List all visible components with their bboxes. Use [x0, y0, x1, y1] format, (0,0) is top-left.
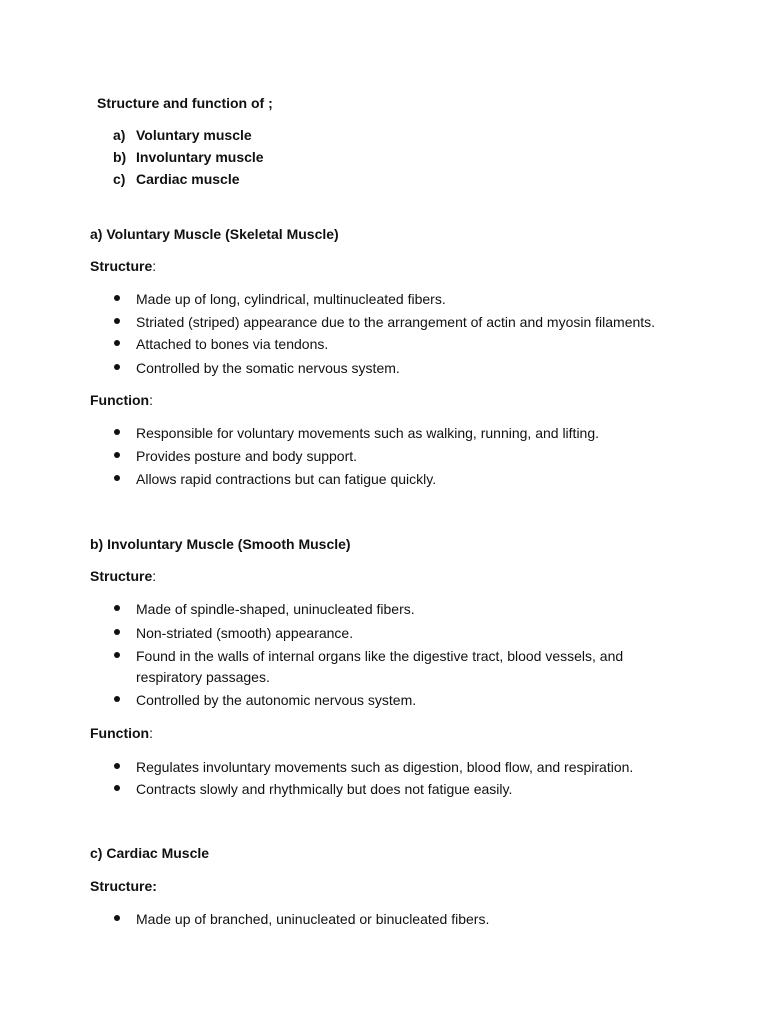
list-item: Contracts slowly and rhythmically but does not fatigue easily. — [136, 781, 513, 797]
bullet-icon — [114, 318, 120, 324]
section-title: c) Cardiac Muscle — [90, 845, 210, 861]
list-item: Regulates involuntary movements such as digestion, blood flow, and respiration. — [136, 759, 634, 775]
list-item: Made of spindle-shaped, uninucleated fibers. — [136, 601, 415, 617]
section-title: b) Involuntary Muscle (Smooth Muscle) — [90, 536, 351, 552]
bullet-icon — [114, 652, 120, 658]
bullet-icon — [114, 915, 120, 921]
bullet-icon — [114, 295, 120, 301]
toc-item: Voluntary muscle — [136, 127, 252, 143]
bullet-icon — [114, 475, 120, 481]
bullet-icon — [114, 340, 120, 346]
toc-marker: c) — [113, 171, 126, 187]
bullet-icon — [114, 629, 120, 635]
list-item: Made up of long, cylindrical, multinucleated fibers. — [136, 291, 446, 307]
bullet-icon — [114, 763, 120, 769]
bullet-icon — [114, 605, 120, 611]
structure-label: Structure: — [90, 258, 157, 274]
section-title: a) Voluntary Muscle (Skeletal Muscle) — [90, 226, 339, 242]
list-item: Responsible for voluntary movements such as walking, running, and lifting. — [136, 425, 600, 441]
toc-marker: b) — [113, 149, 127, 165]
list-item: Striated (striped) appearance due to the arrangement of actin and myosin filaments. — [136, 314, 656, 330]
list-item: Controlled by the somatic nervous system. — [136, 360, 400, 376]
bullet-icon — [114, 364, 120, 370]
list-item-line: respiratory passages. — [136, 669, 270, 685]
list-item: Controlled by the autonomic nervous system. — [136, 692, 417, 708]
bullet-icon — [114, 452, 120, 458]
list-item-line: Found in the walls of internal organs like the digestive tract, blood vessels, and — [136, 648, 624, 664]
structure-label: Structure: — [90, 568, 157, 584]
list-item: Made up of branched, uninucleated or binucleated fibers. — [136, 911, 490, 927]
list-item: Non-striated (smooth) appearance. — [136, 625, 354, 641]
function-label: Function: — [90, 392, 153, 408]
toc-item: Involuntary muscle — [136, 149, 264, 165]
document-heading: Structure and function of ; — [97, 95, 273, 111]
toc-item: Cardiac muscle — [136, 171, 240, 187]
toc-marker: a) — [113, 127, 126, 143]
bullet-icon — [114, 429, 120, 435]
bullet-icon — [114, 696, 120, 702]
bullet-icon — [114, 785, 120, 791]
structure-label: Structure: — [90, 878, 157, 894]
list-item: Allows rapid contractions but can fatigue quickly. — [136, 471, 437, 487]
list-item: Provides posture and body support. — [136, 448, 358, 464]
list-item: Attached to bones via tendons. — [136, 336, 329, 352]
function-label: Function: — [90, 725, 153, 741]
